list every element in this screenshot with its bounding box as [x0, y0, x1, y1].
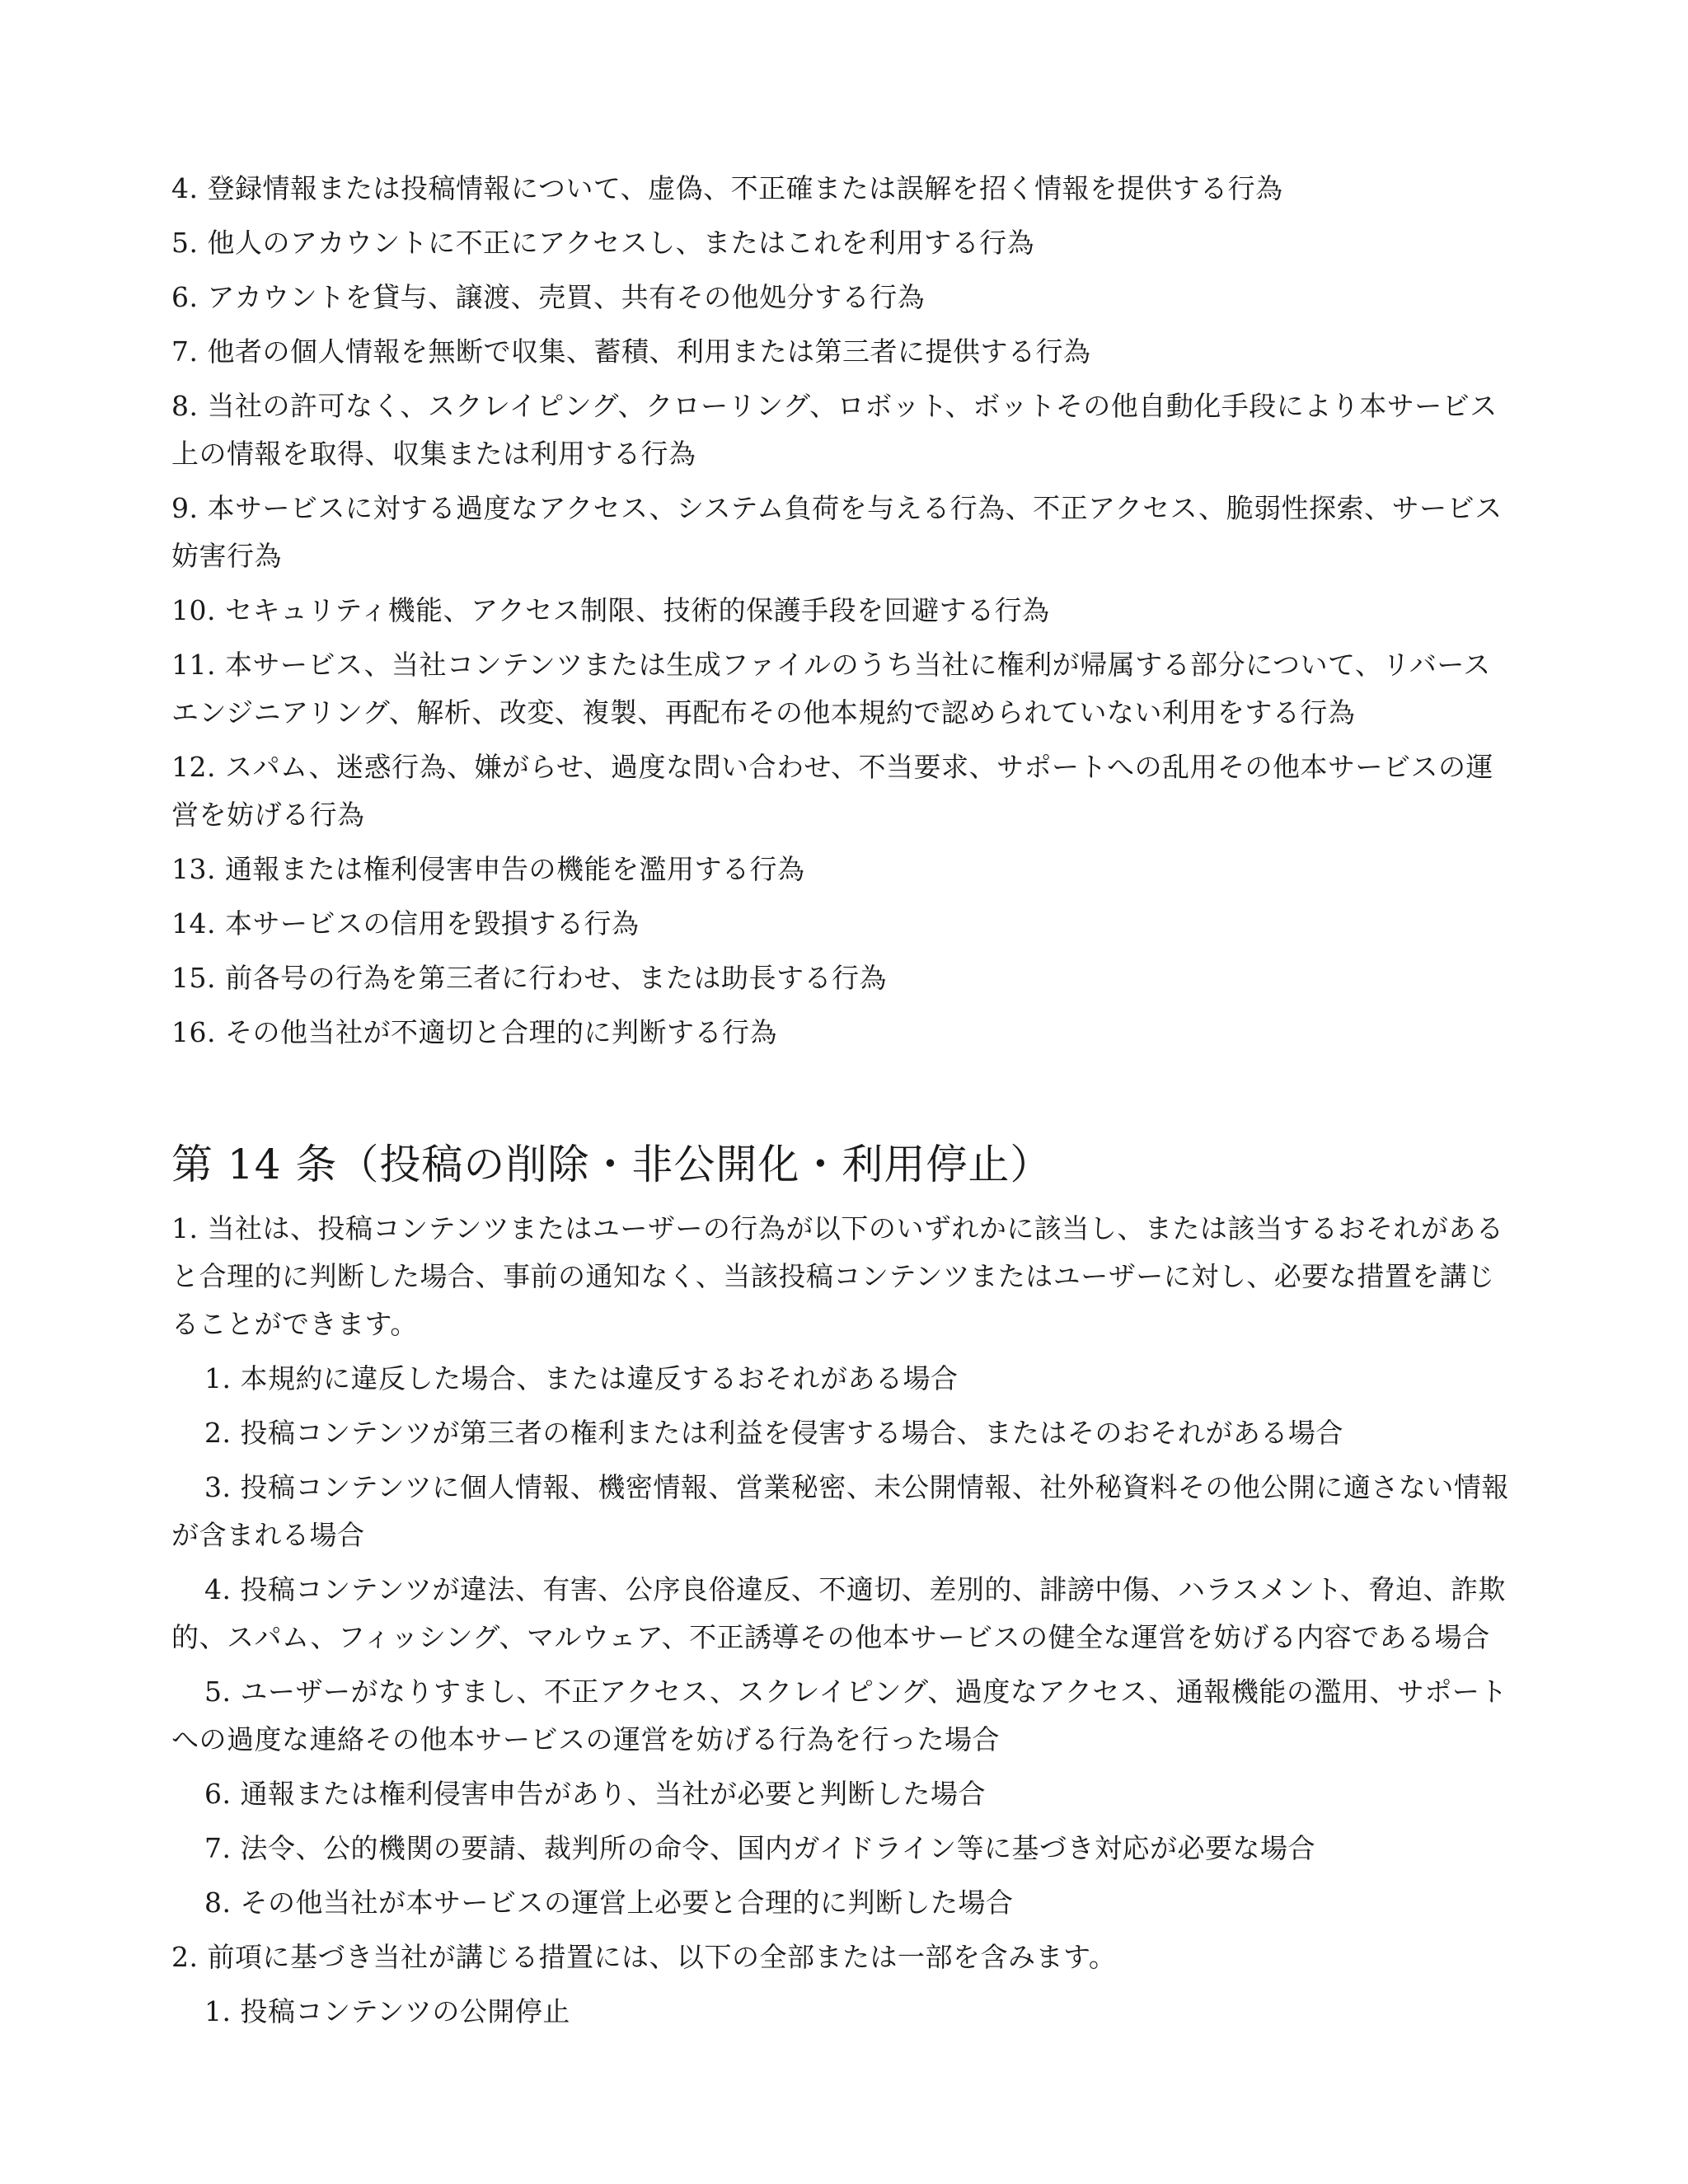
list-item: 4. 登録情報または投稿情報について、虚偽、不正確または誤解を招く情報を提供する行為 [171, 172, 1283, 204]
sub-list-item: 1. 投稿コンテンツの公開停止 [204, 1995, 570, 2027]
list-item: 16. その他当社が不適切と合理的に判断する行為 [171, 1016, 777, 1048]
article-14-title: 第 14 条（投稿の削除・非公開化・利用停止） [171, 1141, 1053, 1188]
sub-list-item: 5. ユーザーがなりすまし、不正アクセス、スクレイピング、過度なアクセス、通報機能の濫用、サポートへの過度な連絡その他本サービスの運営を妨げる行為を行った場合 [171, 1675, 1507, 1755]
article-14-paragraph-1: 1. 当社は、投稿コンテンツまたはユーザーの行為が以下のいずれかに該当し、または該当するおそれがあると合理的に判断した場合、事前の通知なく、当該投稿コンテンツまたはユーザーに対し、必要な措置を講じることができます。 [171, 1212, 1504, 1340]
sub-list-item: 4. 投稿コンテンツが違法、有害、公序良俗違反、不適切、差別的、誹謗中傷、ハラスメント、脅迫、詐欺的、スパム、フィッシング、マルウェア、不正誘導その他本サービスの健全な運営を妨げる内容である場合 [171, 1573, 1506, 1653]
document-page [171, 165, 1517, 2042]
list-item: 11. 本サービス、当社コンテンツまたは生成ファイルのうち当社に権利が帰属する部分について、リバースエンジニアリング、解析、改変、複製、再配布その他本規約で認められていない利用をする行為 [171, 649, 1491, 729]
sub-list-item: 8. その他当社が本サービスの運営上必要と合理的に判断した場合 [204, 1886, 1014, 1919]
list-item: 13. 通報または権利侵害申告の機能を濫用する行為 [171, 853, 805, 885]
article-14-paragraph-2: 2. 前項に基づき当社が講じる措置には、以下の全部または一部を含みます。 [171, 1941, 1117, 1973]
list-item: 12. スパム、迷惑行為、嫌がらせ、過度な問い合わせ、不当要求、サポートへの乱用その他本サービスの運営を妨げる行為 [171, 751, 1493, 831]
list-item: 9. 本サービスに対する過度なアクセス、システム負荷を与える行為、不正アクセス、脆弱性探索、サービス妨害行為 [171, 492, 1503, 572]
list-item: 15. 前各号の行為を第三者に行わせ、または助長する行為 [171, 962, 887, 994]
list-item: 7. 他者の個人情報を無断で収集、蓄積、利用または第三者に提供する行為 [171, 335, 1091, 368]
list-item: 10. セキュリティ機能、アクセス制限、技術的保護手段を回避する行為 [171, 594, 1050, 626]
sub-list-item: 3. 投稿コンテンツに個人情報、機密情報、営業秘密、未公開情報、社外秘資料その他公開に適さない情報が含まれる場合 [171, 1471, 1509, 1551]
sub-list-item: 1. 本規約に違反した場合、または違反するおそれがある場合 [204, 1362, 959, 1394]
sub-list-item: 2. 投稿コンテンツが第三者の権利または利益を侵害する場合、またはそのおそれがある場合 [204, 1417, 1343, 1449]
list-item: 14. 本サービスの信用を毀損する行為 [171, 907, 640, 940]
list-item: 5. 他人のアカウントに不正にアクセスし、またはこれを利用する行為 [171, 227, 1035, 259]
list-item: 6. アカウントを貸与、譲渡、売買、共有その他処分する行為 [171, 281, 926, 313]
sub-list-item: 6. 通報または権利侵害申告があり、当社が必要と判断した場合 [204, 1778, 986, 1810]
list-item: 8. 当社の許可なく、スクレイピング、クローリング、ロボット、ボットその他自動化手段により本サービス上の情報を取得、収集または利用する行為 [171, 390, 1498, 470]
sub-list-item: 7. 法令、公的機関の要請、裁判所の命令、国内ガイドライン等に基づき対応が必要な場合 [204, 1832, 1315, 1864]
